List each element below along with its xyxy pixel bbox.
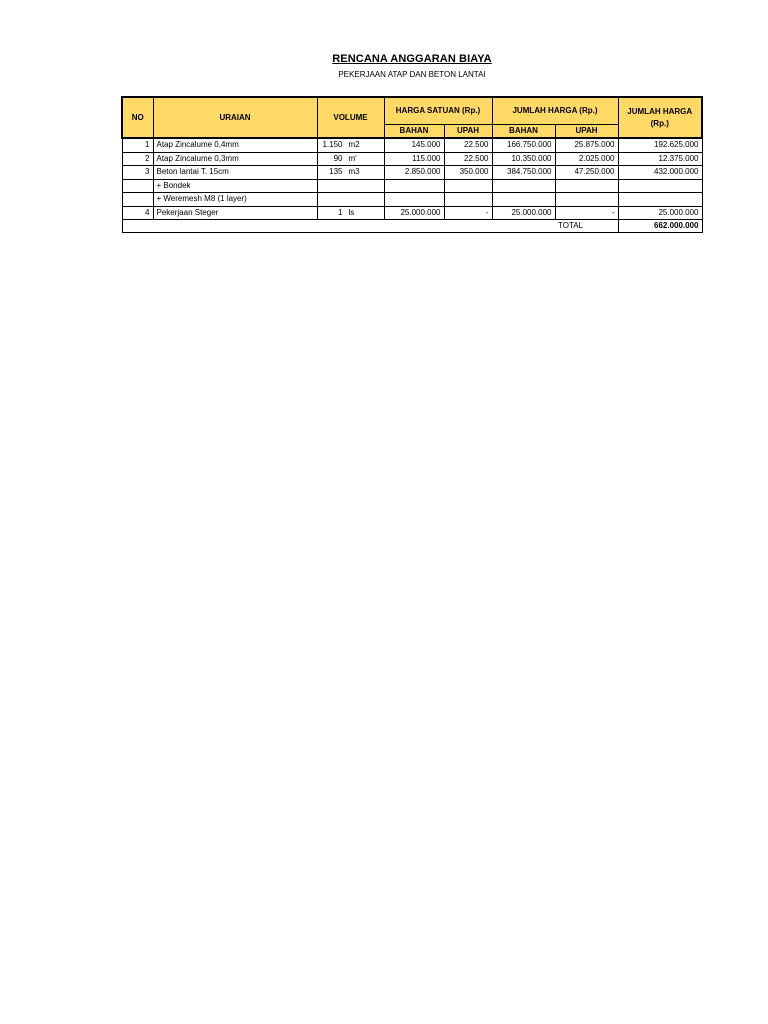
cell-jh-bahan: 10.350.000	[492, 152, 555, 166]
total-spacer	[122, 220, 555, 233]
total-row	[122, 220, 702, 233]
cell-uraian: + Weremesh M8 (1 layer)	[153, 193, 317, 207]
total-value: 662.000.000	[618, 220, 702, 233]
header-uraian: URAIAN	[153, 97, 317, 138]
table-row	[122, 179, 702, 193]
cell-jumlah: 25.000.000	[618, 206, 702, 220]
cell-hs-bahan: 145.000	[384, 138, 444, 152]
cell-volume	[317, 138, 384, 152]
cell-no: 3	[122, 166, 153, 180]
cell-no: 4	[122, 206, 153, 220]
table-body	[122, 138, 702, 233]
cell-jh-upah: 2.025.000	[555, 152, 618, 166]
cell-volume	[317, 193, 384, 207]
cell-no	[122, 179, 153, 193]
table-header	[122, 97, 702, 138]
header-jumlah-harga-total: JUMLAH HARGA (Rp.)	[618, 97, 702, 138]
cell-jh-upah	[555, 179, 618, 193]
cell-hs-bahan: 115.000	[384, 152, 444, 166]
cell-jumlah	[618, 179, 702, 193]
cell-uraian: Beton lantai T. 15cm	[153, 166, 317, 180]
cell-jh-upah: 25.875.000	[555, 138, 618, 152]
cell-volume	[317, 166, 384, 180]
volume-qty: 90	[333, 153, 343, 163]
cell-uraian: Pekerjaan Steger	[153, 206, 317, 220]
cell-jh-upah	[555, 193, 618, 207]
cell-jumlah: 432.000.000	[618, 166, 702, 180]
cell-jumlah: 192.625.000	[618, 138, 702, 152]
header-jh-bahan: BAHAN	[492, 125, 555, 139]
header-volume: VOLUME	[317, 97, 384, 138]
table-row	[122, 166, 702, 180]
header-jumlah-harga: JUMLAH HARGA (Rp.)	[492, 97, 618, 125]
cell-uraian: Atap Zincalume 0,4mm	[153, 138, 317, 152]
cell-volume	[317, 179, 384, 193]
volume-unit: m'	[348, 153, 357, 163]
cell-jh-bahan	[492, 179, 555, 193]
cell-hs-bahan: 25.000.000	[384, 206, 444, 220]
cell-no	[122, 193, 153, 207]
header-no: NO	[122, 97, 153, 138]
cell-hs-upah: 22.500	[444, 138, 492, 152]
table-row	[122, 152, 702, 166]
cell-hs-upah	[444, 193, 492, 207]
header-jh-upah: UPAH	[555, 125, 618, 139]
cell-jumlah: 12.375.000	[618, 152, 702, 166]
cell-hs-upah	[444, 179, 492, 193]
cell-uraian: + Bondek	[153, 179, 317, 193]
cell-jumlah	[618, 193, 702, 207]
document-title: RENCANA ANGGARAN BIAYA	[332, 53, 492, 65]
budget-table	[121, 96, 703, 233]
cell-jh-bahan: 25.000.000	[492, 206, 555, 220]
volume-qty: 1	[338, 207, 343, 217]
volume-qty: 1.150	[322, 140, 343, 150]
cell-jh-bahan: 384.750.000	[492, 166, 555, 180]
header-harga-satuan: HARGA SATUAN (Rp.)	[384, 97, 492, 125]
cell-uraian: Atap Zincalume 0,3mm	[153, 152, 317, 166]
total-label: TOTAL	[555, 220, 618, 233]
cell-hs-upah: 350.000	[444, 166, 492, 180]
cell-hs-bahan	[384, 179, 444, 193]
cell-hs-bahan	[384, 193, 444, 207]
cell-jh-bahan	[492, 193, 555, 207]
cell-hs-bahan: 2.850.000	[384, 166, 444, 180]
cell-no: 1	[122, 138, 153, 152]
volume-qty: 135	[329, 167, 343, 177]
table-row	[122, 206, 702, 220]
cell-jh-bahan: 166.750.000	[492, 138, 555, 152]
cell-hs-upah: -	[444, 206, 492, 220]
cell-volume	[317, 206, 384, 220]
volume-unit: ls	[348, 207, 355, 217]
header-hs-bahan: BAHAN	[384, 125, 444, 139]
cell-jh-upah: -	[555, 206, 618, 220]
cell-no: 2	[122, 152, 153, 166]
volume-unit: m3	[348, 167, 360, 177]
volume-unit: m2	[348, 140, 360, 150]
document-subtitle: PEKERJAAN ATAP DAN BETON LANTAI	[338, 70, 486, 79]
cell-hs-upah: 22.500	[444, 152, 492, 166]
header-hs-upah: UPAH	[444, 125, 492, 139]
table-row	[122, 138, 702, 152]
cell-jh-upah: 47.250.000	[555, 166, 618, 180]
cell-volume	[317, 152, 384, 166]
table-row	[122, 193, 702, 207]
